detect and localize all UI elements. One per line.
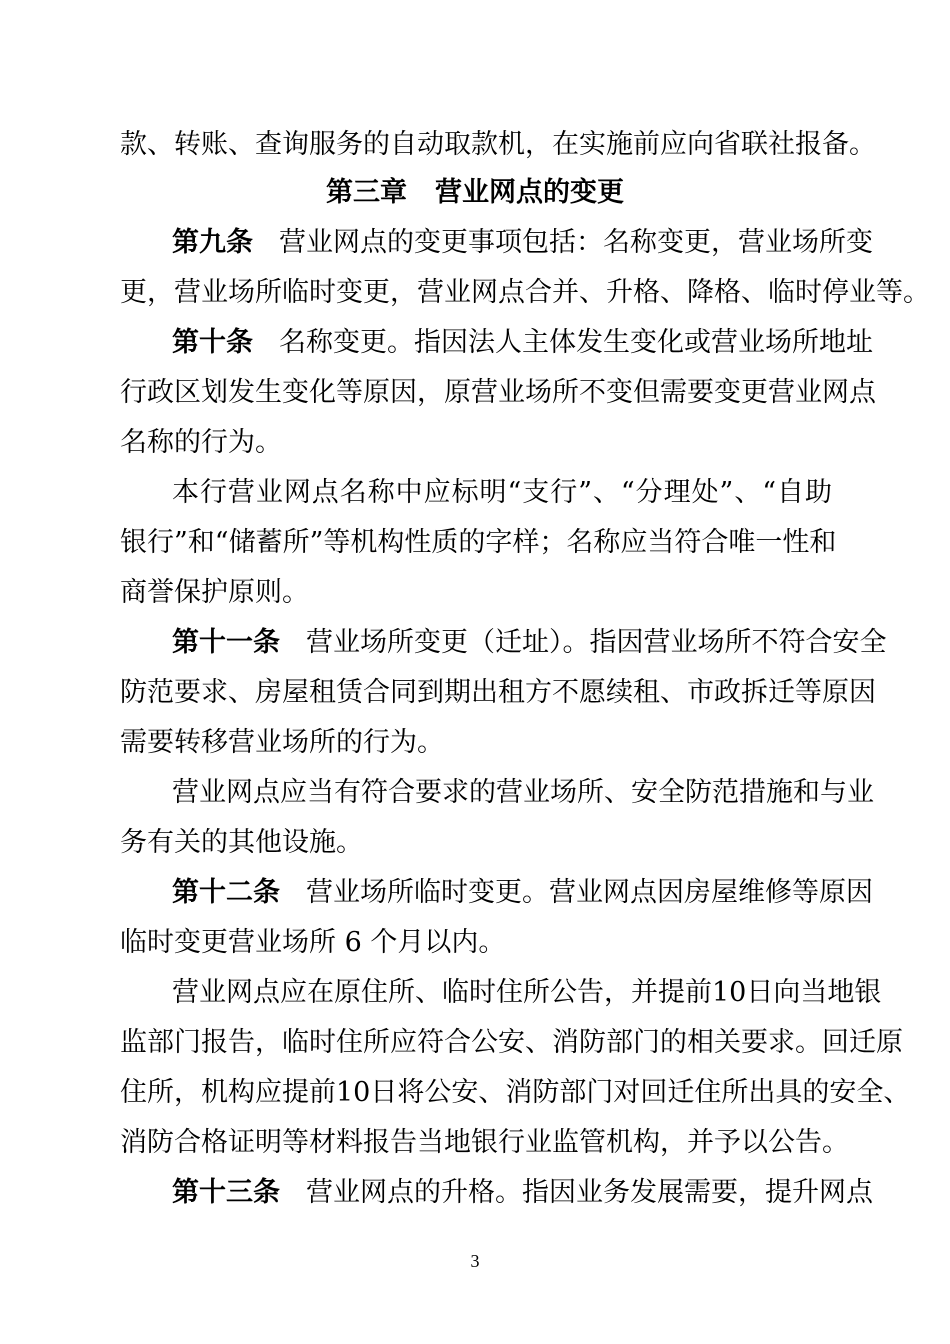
body-line (120, 525, 837, 561)
body-line (120, 1075, 911, 1111)
body-line (172, 475, 832, 511)
article-line (172, 875, 873, 911)
line-text: 本行营业网点名称中应标明“支行”、“分理处”、“自助 (172, 477, 832, 508)
line-text: 临时变更营业场所 6 个月以内。 (120, 927, 506, 958)
body-line (120, 1025, 903, 1061)
chapter-title: 营业网点的变更 (435, 177, 624, 208)
article-number: 第十条 (172, 327, 253, 358)
line-text: 营业网点应当有符合要求的营业场所、安全防范措施和与业 (172, 777, 874, 808)
line-text: 行政区划发生变化等原因，原营业场所不变但需要变更营业网点 (120, 377, 876, 408)
body-line (172, 975, 882, 1011)
line-text: 营业网点的变更事项包括：名称变更，营业场所变 (279, 227, 873, 258)
line-text: 更，营业场所临时变更，营业网点合并、升格、降格、临时停业等。 (120, 277, 930, 308)
line-text: 名称的行为。 (120, 427, 282, 458)
line-text: 营业网点应在原住所、临时住所公告，并提前10日向当地银 (172, 977, 882, 1008)
line-text: 需要转移营业场所的行为。 (120, 727, 444, 758)
chapter-heading (0, 175, 950, 211)
line-text: 名称变更。指因法人主体发生变化或营业场所地址 (279, 327, 873, 358)
article-number: 第九条 (172, 227, 253, 258)
body-line (120, 725, 832, 761)
body-line (120, 825, 832, 861)
article-number: 第十一条 (172, 627, 280, 658)
line-text: 银行”和“储蓄所”等机构性质的字样；名称应当符合唯一性和 (120, 527, 837, 558)
article-number: 第十二条 (172, 877, 280, 908)
body-line (172, 775, 874, 811)
body-line (120, 675, 876, 711)
article-line (172, 1175, 873, 1211)
article-line (172, 225, 873, 261)
line-text: 务有关的其他设施。 (120, 827, 363, 858)
line-text: 营业场所临时变更。营业网点因房屋维修等原因 (306, 877, 873, 908)
body-line (120, 925, 832, 961)
body-line (120, 275, 930, 311)
line-text: 消防合格证明等材料报告当地银行业监管机构，并予以公告。 (120, 1127, 849, 1158)
line-text: 营业网点的升格。指因业务发展需要，提升网点 (306, 1177, 873, 1208)
article-number: 第十三条 (172, 1177, 280, 1208)
chapter-number: 第三章 (326, 177, 407, 208)
line-text: 营业场所变更（迁址）。指因营业场所不符合安全 (306, 627, 887, 658)
body-line (120, 375, 876, 411)
body-line (120, 575, 832, 611)
article-line (172, 625, 887, 661)
body-line (120, 1125, 849, 1161)
line-text: 商誉保护原则。 (120, 577, 309, 608)
page-number: 3 (470, 1251, 480, 1271)
line-text: 住所，机构应提前10日将公安、消防部门对回迁住所出具的安全、 (120, 1077, 911, 1108)
line-text: 防范要求、房屋租赁合同到期出租方不愿续租、市政拆迁等原因 (120, 677, 876, 708)
body-line (120, 127, 876, 163)
line-text: 监部门报告，临时住所应符合公安、消防部门的相关要求。回迁原 (120, 1027, 903, 1058)
line-text: 款、转账、查询服务的自动取款机，在实施前应向省联社报备。 (120, 129, 876, 160)
body-line (120, 425, 832, 461)
article-line (172, 325, 873, 361)
